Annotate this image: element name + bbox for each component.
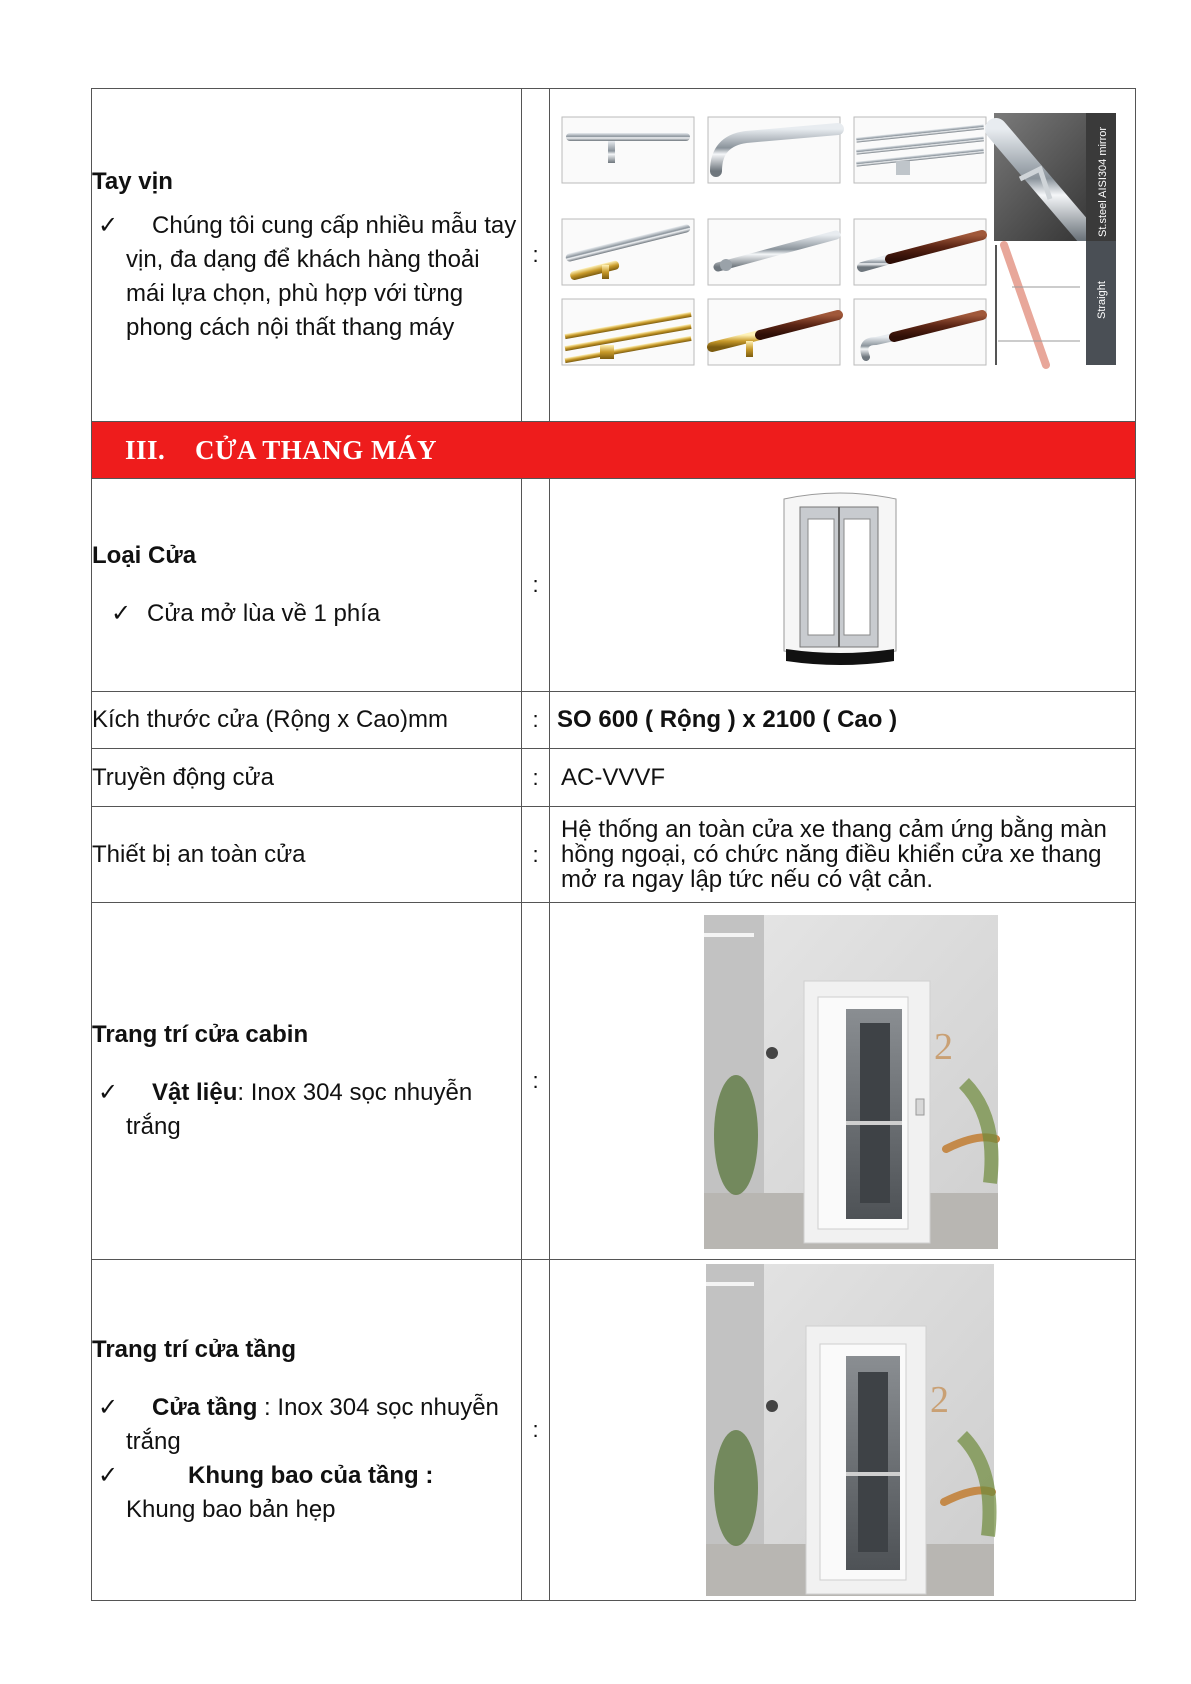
handrail-sample-3 [854, 117, 986, 183]
check-icon: ✓ [98, 1079, 119, 1106]
check-icon: ✓ [98, 212, 119, 239]
door-type-bullet-text: Cửa mở lùa về 1 phía [147, 600, 381, 627]
door-drive-label: Truyền động cửa [92, 749, 522, 807]
cabin-door-bullet-bold: Vật liệu [152, 1079, 238, 1106]
door-drive-value: AC-VVVF [550, 749, 1136, 807]
cabin-door-photo [550, 903, 1136, 1259]
door-type-label-cell [92, 479, 522, 692]
handrail-bullet-text: Chúng tôi cung cấp nhiều mẫu tay vịn, đa dạng để khách hàng thoải mái lựa chọn, phù hợp với từng phong cách nội thất thang máy [126, 212, 517, 341]
straight-sample-label: Straight [1096, 281, 1108, 319]
cabin-door-bullet [92, 1076, 521, 1144]
spec-row-door-drive [92, 749, 1136, 807]
colon: : [522, 479, 550, 692]
handrail-sample-9 [854, 299, 986, 365]
cabin-door-row [92, 903, 1136, 1260]
handrail-sample-1 [562, 117, 694, 183]
door-type-bullet [92, 597, 521, 631]
handrail-sample-4 [562, 219, 694, 285]
cabin-door-image-cell [550, 903, 1136, 1260]
cabin-door-bullet-text: : Inox 304 sọc nhuyễn trắng [126, 1079, 473, 1140]
door-size-value: SO 600 ( Rộng ) x 2100 ( Cao ) [550, 692, 1136, 749]
cabin-door-label-cell [92, 903, 522, 1260]
door-size-label: Kích thước cửa (Rộng x Cao)mm [92, 692, 522, 749]
door-type-row [92, 479, 1136, 692]
colon: : [522, 903, 550, 1260]
section-header-row [92, 422, 1136, 479]
check-icon: ✓ [98, 1462, 119, 1489]
check-icon: ✓ [111, 600, 132, 627]
colon: : [522, 692, 550, 749]
landing-door-bullet-2-bold: Khung bao của tầng : [188, 1462, 434, 1489]
floor-number: 2 [934, 1026, 953, 1068]
handrail-sample-mirror [994, 113, 1116, 243]
handrail-row [92, 89, 1136, 422]
section-number: III. [125, 434, 166, 465]
landing-door-label-cell [92, 1260, 522, 1601]
handrail-sample-5 [708, 219, 840, 285]
colon: : [522, 1260, 550, 1601]
spec-row-door-size [92, 692, 1136, 749]
handrail-samples-image [550, 89, 1136, 421]
door-safety-value: Hệ thống an toàn cửa xe thang cảm ứng bằng màn hồng ngoại, có chức năng điều khiển cửa xe thang mở ra ngay lập tức nếu có vật cản. [550, 807, 1136, 903]
handrail-label-cell [92, 89, 522, 422]
handrail-samples-cell [550, 89, 1136, 422]
landing-door-photo [550, 1260, 1136, 1600]
floor-number: 2 [930, 1379, 949, 1421]
landing-door-title: Trang trí cửa tầng [92, 1336, 297, 1363]
landing-door-bullet-1-text: : Inox 304 sọc nhuyễn trắng [126, 1394, 499, 1455]
sliding-door-image [550, 479, 1136, 691]
spec-table [91, 88, 1136, 1601]
handrail-sample-2 [708, 117, 840, 183]
landing-door-bullet-2-text: Khung bao bản hẹp [126, 1496, 336, 1523]
landing-door-bullet-1-bold: Cửa tầng [152, 1394, 258, 1421]
door-type-image-cell [550, 479, 1136, 692]
spec-row-door-safety [92, 807, 1136, 903]
mirror-sample-label: St.steel AISI304 mirror [1097, 126, 1109, 237]
check-icon: ✓ [98, 1394, 119, 1421]
handrail-title: Tay vịn [92, 168, 173, 195]
colon: : [522, 749, 550, 807]
colon: : [522, 89, 550, 422]
handrail-sample-7 [562, 299, 694, 365]
landing-door-row [92, 1260, 1136, 1601]
landing-door-bullet-2 [92, 1459, 521, 1527]
landing-door-image-cell [550, 1260, 1136, 1601]
handrail-sample-6 [854, 219, 986, 285]
handrail-sample-8 [708, 299, 840, 365]
landing-door-bullet-1 [92, 1391, 521, 1459]
section-title-text: CỬA THANG MÁY [195, 434, 437, 465]
door-safety-label: Thiết bị an toàn cửa [92, 807, 522, 903]
colon: : [522, 807, 550, 903]
handrail-sample-straight [994, 241, 1116, 365]
cabin-door-title: Trang trí cửa cabin [92, 1021, 309, 1048]
section-title [92, 422, 1136, 479]
door-type-title: Loại Cửa [92, 542, 197, 569]
handrail-bullet [92, 209, 521, 345]
